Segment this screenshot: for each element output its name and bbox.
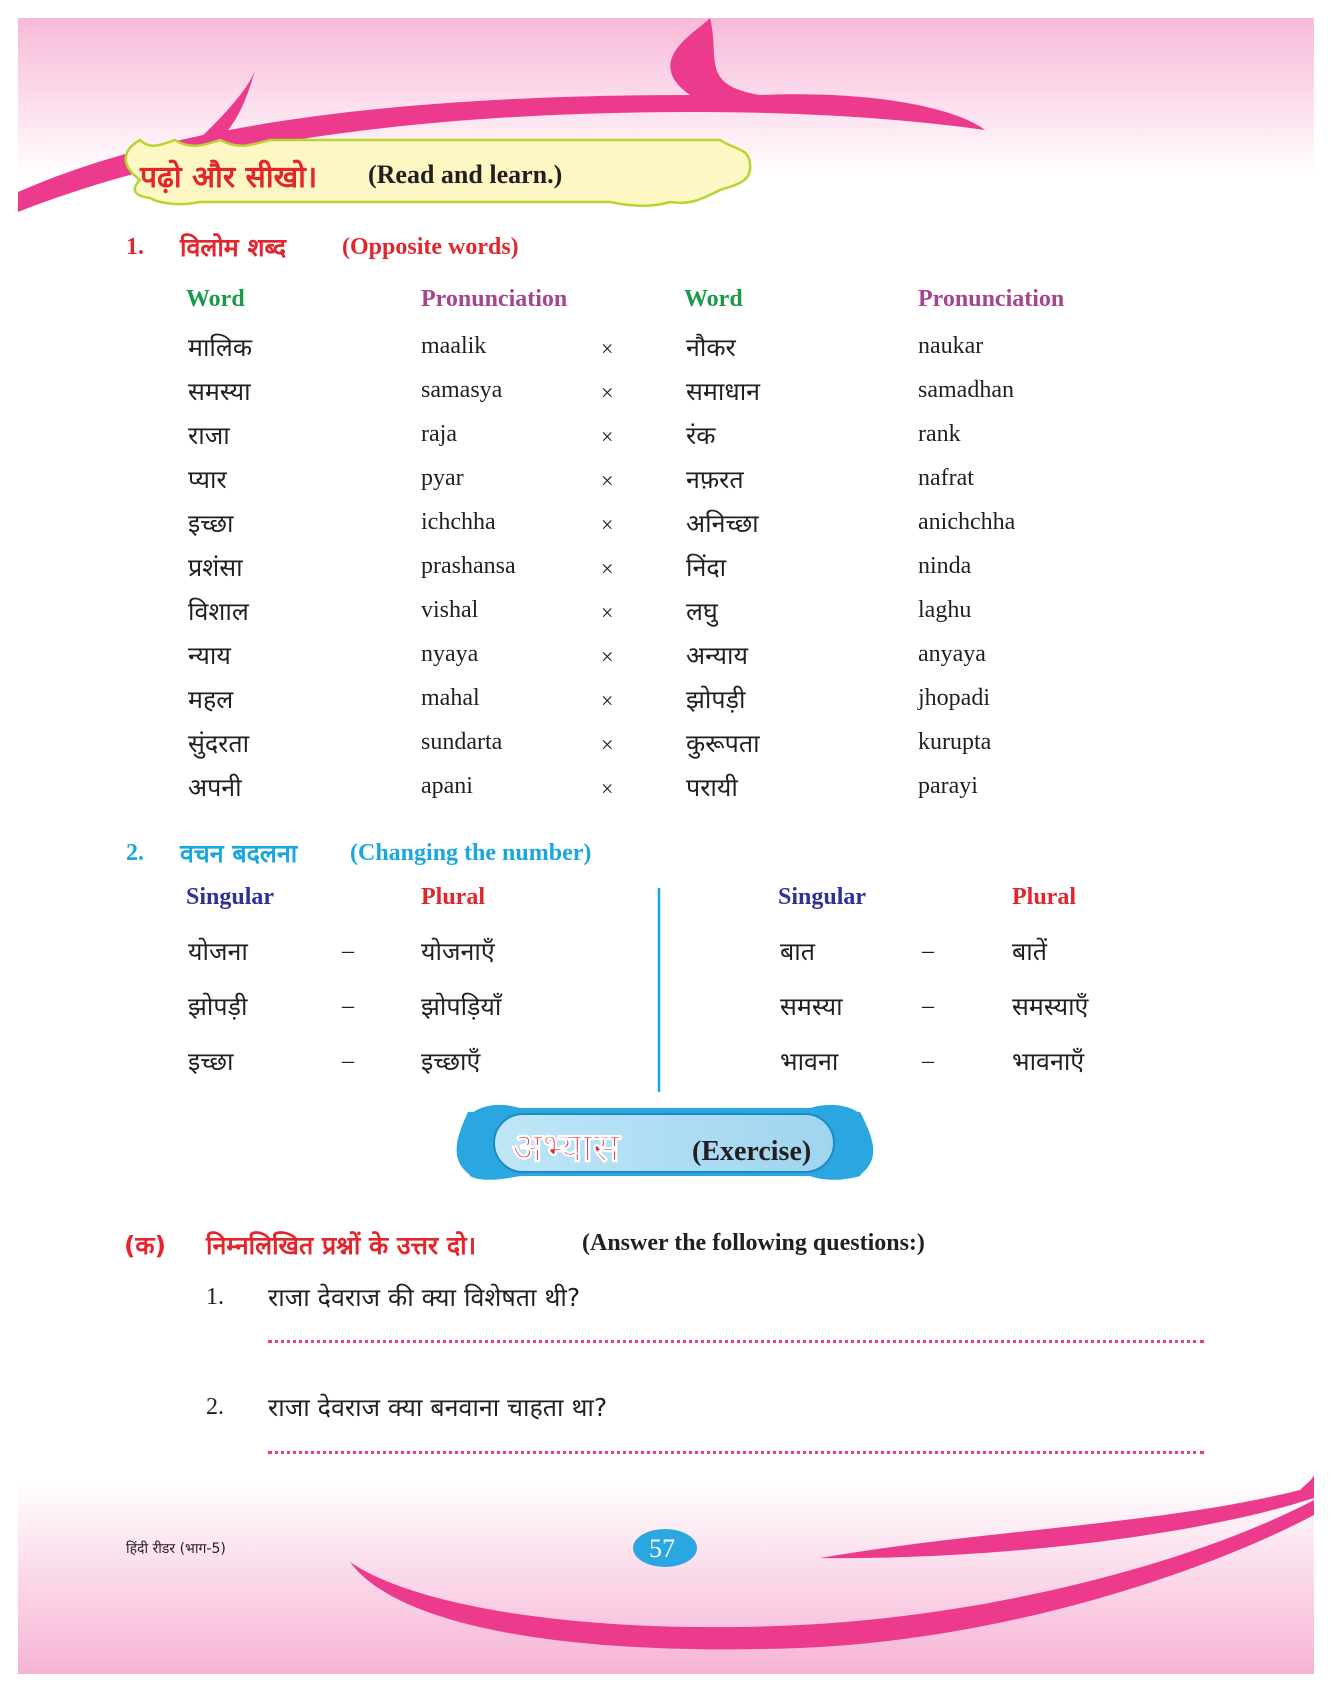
- pronunciation: ichchha: [421, 509, 496, 535]
- cross-mark: ×: [601, 600, 614, 625]
- word: महल: [188, 685, 234, 714]
- header-plural-right: Plural: [1012, 884, 1076, 910]
- answer-line[interactable]: [268, 1340, 1204, 1343]
- opposite-pronunciation: samadhan: [918, 377, 1014, 403]
- opposite-word: अन्याय: [686, 641, 748, 670]
- pronunciation: maalik: [421, 333, 487, 359]
- cross-mark: ×: [601, 732, 614, 757]
- section1-title-english: (Opposite words): [342, 234, 519, 260]
- header-singular-right: Singular: [778, 884, 867, 910]
- part-label: (क): [124, 1231, 167, 1260]
- opposite-word: अनिच्छा: [686, 509, 759, 538]
- section1-title-hindi: विलोम शब्द: [180, 233, 287, 262]
- plural-word: इच्छाएँ: [421, 1047, 481, 1076]
- opposite-pronunciation: rank: [918, 421, 961, 447]
- heading-hindi: पढ़ो और सीखो।: [140, 160, 318, 195]
- pronunciation: prashansa: [421, 553, 516, 579]
- word: प्यार: [188, 465, 227, 494]
- section2-number: 2.: [126, 840, 144, 866]
- cross-mark: ×: [601, 468, 614, 493]
- singular-word: झोपड़ी: [188, 992, 248, 1021]
- word: सुंदरता: [188, 729, 250, 758]
- opposite-pronunciation: kurupta: [918, 729, 992, 755]
- word: विशाल: [188, 597, 249, 626]
- dash: –: [342, 938, 354, 964]
- section1-number: 1.: [126, 234, 144, 260]
- pronunciation: samasya: [421, 377, 503, 403]
- question-text: राजा देवराज की क्या विशेषता थी?: [268, 1283, 581, 1312]
- header-plural-left: Plural: [421, 884, 485, 910]
- plural-word: समस्याएँ: [1012, 992, 1089, 1021]
- opposite-word: परायी: [686, 773, 738, 802]
- singular-word: भावना: [780, 1047, 839, 1076]
- cross-mark: ×: [601, 644, 614, 669]
- word: मालिक: [188, 333, 253, 362]
- opposite-pronunciation: naukar: [918, 333, 984, 359]
- pronunciation: pyar: [421, 465, 464, 491]
- dash: –: [342, 1048, 354, 1074]
- opposite-word: लघु: [686, 597, 718, 626]
- word: प्रशंसा: [188, 553, 243, 582]
- plural-word: भावनाएँ: [1012, 1047, 1085, 1076]
- plural-word: झोपड़ियाँ: [421, 992, 502, 1021]
- opposite-pronunciation: ninda: [918, 553, 972, 579]
- cross-mark: ×: [601, 424, 614, 449]
- heading-english: (Read and learn.): [368, 160, 563, 189]
- singular-word: इच्छा: [188, 1047, 234, 1076]
- part-title-english: (Answer the following questions:): [582, 1230, 925, 1256]
- opposite-pronunciation: anichchha: [918, 509, 1016, 535]
- opposite-pronunciation: anyaya: [918, 641, 986, 667]
- plural-word: बातें: [1012, 937, 1048, 966]
- question-text: राजा देवराज क्या बनवाना चाहता था?: [268, 1393, 608, 1422]
- word: राजा: [188, 421, 230, 450]
- singular-word: समस्या: [780, 992, 843, 1021]
- opposite-word: झोपड़ी: [686, 685, 746, 714]
- exercise-title-english: (Exercise): [692, 1136, 812, 1167]
- word: न्याय: [188, 641, 231, 670]
- word: इच्छा: [188, 509, 234, 538]
- opposite-pronunciation: nafrat: [918, 465, 974, 491]
- cross-mark: ×: [601, 688, 614, 713]
- word: समस्या: [188, 377, 251, 406]
- page-number: 57: [649, 1534, 675, 1563]
- cross-mark: ×: [601, 556, 614, 581]
- cross-mark: ×: [601, 380, 614, 405]
- opposite-word: कुरूपता: [686, 729, 760, 758]
- section2-title-english: (Changing the number): [350, 840, 592, 866]
- header-singular-left: Singular: [186, 884, 275, 910]
- word: अपनी: [188, 773, 242, 802]
- part-title-hindi: निम्नलिखित प्रश्नों के उत्तर दो।: [206, 1231, 477, 1260]
- pronunciation: sundarta: [421, 729, 503, 755]
- exercise-title-hindi: अभ्यास: [512, 1125, 620, 1171]
- pronunciation: raja: [421, 421, 457, 447]
- dash: –: [342, 993, 354, 1019]
- opposite-word: निंदा: [686, 553, 727, 582]
- opposite-word: समाधान: [686, 377, 761, 406]
- header-word-left: Word: [186, 286, 245, 312]
- opposite-word: नफ़रत: [686, 465, 744, 494]
- cross-mark: ×: [601, 336, 614, 361]
- footer-book-title: हिंदी रीडर (भाग-5): [126, 1541, 226, 1557]
- pronunciation: nyaya: [421, 641, 479, 667]
- opposite-pronunciation: parayi: [918, 773, 978, 799]
- singular-word: बात: [780, 937, 816, 966]
- opposite-pronunciation: jhopadi: [918, 685, 990, 711]
- opposite-pronunciation: laghu: [918, 597, 972, 623]
- header-word-right: Word: [684, 286, 743, 312]
- opposite-word: नौकर: [686, 333, 736, 362]
- dash: –: [922, 993, 934, 1019]
- opposite-word: रंक: [686, 421, 716, 450]
- cross-mark: ×: [601, 776, 614, 801]
- dash: –: [922, 938, 934, 964]
- section2-title-hindi: वचन बदलना: [180, 839, 298, 868]
- header-pron-right: Pronunciation: [918, 286, 1065, 312]
- answer-line[interactable]: [268, 1451, 1204, 1454]
- pronunciation: vishal: [421, 597, 479, 623]
- header-pron-left: Pronunciation: [421, 286, 568, 312]
- question-number: 1.: [206, 1284, 224, 1310]
- pronunciation: apani: [421, 773, 473, 799]
- singular-word: योजना: [188, 937, 248, 966]
- question-number: 2.: [206, 1394, 224, 1420]
- dash: –: [922, 1048, 934, 1074]
- cross-mark: ×: [601, 512, 614, 537]
- plural-word: योजनाएँ: [421, 937, 495, 966]
- pronunciation: mahal: [421, 685, 480, 711]
